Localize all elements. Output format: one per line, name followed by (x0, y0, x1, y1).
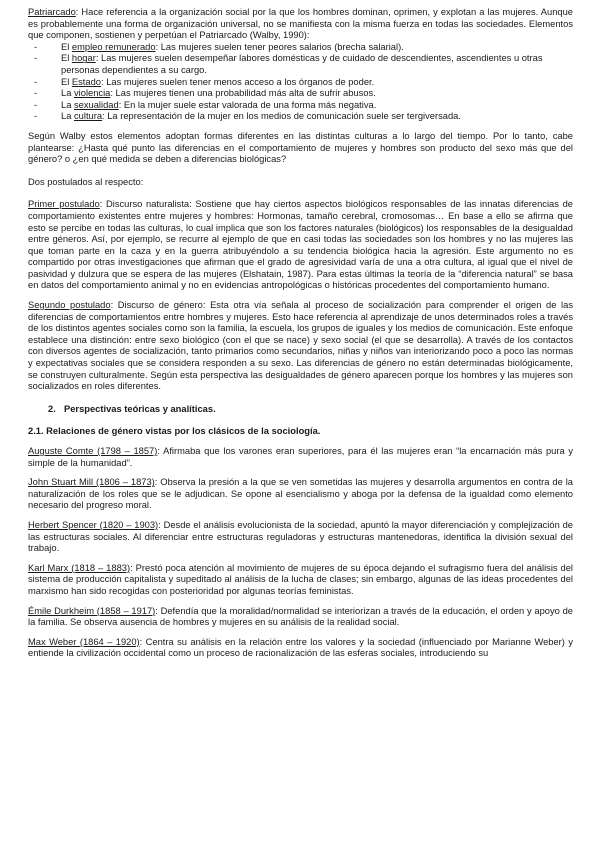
primer-postulado-term: Primer postulado (28, 199, 100, 210)
segundo-postulado-paragraph: Segundo postulado: Discurso de género: Esta otra vía señala al proceso de socialización para comprender el origen de las diferencias de comportamientos entre hombres y mujeres. Esto hace referencia al aprendizaje de unos determinados roles a través de los distintos agentes sociales como son la familia, la escuela, los grupos de iguales y los medios de comunicación. Este enfoque establece una distinción: entre sexo biológico (con el que se nace) y sexo social (el que se desarrolla). A través de los contactos con diversos agentes de socialización, tanto primarios como secundarios, niñas y niños van interiorizando poco a poco las normas y expectativas sociales que se considera responden a su sexo. Las diferencias de género no están determinadas biológicamente, se construyen culturalmente. Según esta perspectiva las desigualdades de género aparecen porque los hombres y las mujeres son socializados en roles diferentes. (28, 300, 573, 392)
patriarcado-term: Patriarcado (28, 7, 76, 17)
patriarcado-elements-list (28, 42, 573, 123)
list-item: - La sexualidad: En la mujer suele estar valorada de una forma más negativa. (34, 99, 377, 110)
walby-paragraph: Según Walby estos elementos adoptan formas diferentes en las distintas culturas a lo largo del tiempo. Por lo tanto, cabe plantearse: ¿Hasta qué punto las diferencias en el comportamiento de mujeres y hombres son producto del sexo más que del género? o ¿en qué medida se deben a diferencias biológicas? (28, 130, 573, 165)
primer-postulado-paragraph: Primer postulado: Discurso naturalista: Sostiene que hay ciertos aspectos biológicos responsables de las innatas diferencias de comportamiento existentes entre mujeres y hombres: Hormonas, tamaño cerebral, cromosomas… En base a ello se afirma que esto se percibe en todas las culturas, lo cual implica que son los factores naturales (biológicos) los responsables de la desigualdad entre géneros. Así, por ejemplo, se recurre al ejemplo de que en casi todas las sociedades son los hombres y no las mujeres las que toman parte en la caza y en la guerra atribuyéndolo a su tendencia biológica hacia la agresión. Este argumento no es compartido por otras investigaciones que afirman que el grado de agresividad varía de una a otra cultura, al igual que el nivel de pasividad y dulzura que se espera de las mujeres (Elshatain, 1987). Para estas últimas la teoría de la “diferencia natural” se basa en datos del comportamiento animal y no en evidencias antropológicas o históricas procedentes del comportamiento humano. (28, 199, 573, 291)
section-2-1-heading: 2.1. Relaciones de género vistas por los clásicos de la sociología. (28, 426, 321, 437)
classic-weber: Max Weber (1864 – 1920): Centra su análisis en la relación entre los valores y la sociedad (influenciado por Marianne Weber) y entiende la civilización occidental como un proceso de racionalización de las esferas sociales, introduciendo su (28, 636, 573, 659)
postulados-intro: Dos postulados al respecto: (28, 176, 144, 187)
classic-mill: John Stuart Mill (1806 – 1873): Observa la presión a la que se ven sometidas las mujeres y desarrolla argumentos en contra de la naturalización de los roles que se le adjudican. Se opone al esencialismo y aboga por la defensa de la igualdad como elemento necesario del progreso moral. (28, 477, 573, 511)
list-item: - La violencia: Las mujeres tienen una probabilidad más alta de sufrir abusos. (34, 88, 376, 99)
classic-spencer: Herbert Spencer (1820 – 1903): Desde el análisis evolucionista de la sociedad, apuntó la mayor diferenciación y complejización de las estructuras sociales. Al diferenciar entre estructuras reguladoras y estructuras mantenedoras, identifica la división sexual del trabajo. (28, 519, 573, 554)
list-item: - El Estado: Las mujeres suelen tener menos acceso a los órganos de poder. (34, 76, 375, 87)
classic-comte: Auguste Comte (1798 – 1857): Afirmaba que los varones eran superiores, para él las mujeres eran “la encarnación más pura y simple de la humanidad”. (28, 446, 573, 468)
patriarcado-paragraph (28, 7, 573, 42)
segundo-postulado-term: Segundo postulado (28, 300, 111, 311)
classic-durkheim: Émile Durkheim (1858 – 1917): Defendía que la moralidad/normalidad se interiorizan a través de la educación, el orden y apoyo de la familia. Se observa ausencia de hombres y mujeres en su análisis de la realidad social. (28, 605, 573, 628)
list-item: - El empleo remunerado: Las mujeres suelen tener peores salarios (brecha salarial). (34, 41, 404, 52)
list-item: - El hogar: Las mujeres suelen desempeñar labores domésticas y de cuidado de descendientes, ascendientes u otras personas dependientes a su cargo. (34, 53, 543, 75)
classic-marx: Karl Marx (1818 – 1883): Prestó poca atención al movimiento de mujeres de su época dejando el sufragismo fuera del análisis del sistema de producción capitalista y supeditado al análisis de la lucha de clases; sin embargo, algunas de las ideas procedentes del marxismo han sido recogidas con posterioridad por algunas teorías feministas. (28, 562, 573, 596)
patriarcado-definition: : Hace referencia a la organización social por la que los hombres dominan, oprimen, y explotan a las mujeres. Aunque es probablemente una forma de organización universal, no se manifiesta con la misma fuerza en todas las sociedades. Elementos que componen, sostienen y perpetúan el Patriarcado (Walby, 1990): (28, 7, 573, 41)
list-item: - La cultura: La representación de la mujer en los medios de comunicación suele ser tergiversada. (34, 111, 461, 122)
section-2-heading: 2. Perspectivas teóricas y analíticas. (48, 403, 216, 414)
